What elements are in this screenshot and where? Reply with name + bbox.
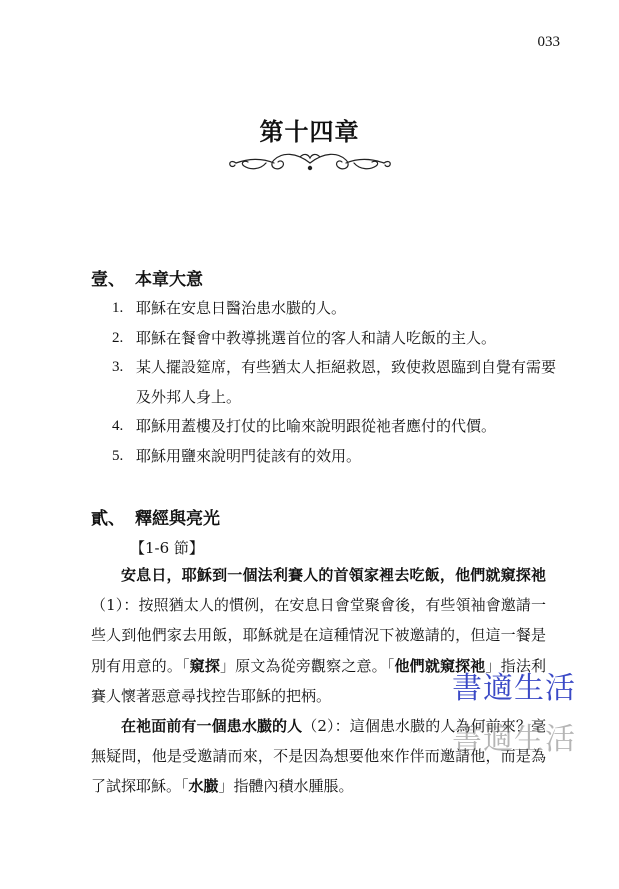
verse-reference: 【1-6 節】 (130, 539, 204, 557)
list-item-text: 某人擺設筵席，有些猶太人拒絕救恩，致使救恩臨到自覺有需要及外邦人身上。 (136, 358, 557, 406)
list-item (112, 442, 562, 472)
watermark-primary: 書適生活 (452, 671, 576, 706)
key-term: 水臌 (188, 777, 219, 796)
list-item-text: 耶穌用鹽來說明門徒該有的效用。 (136, 446, 362, 465)
list-item (112, 294, 562, 324)
section-number: 貳、 (91, 509, 125, 529)
list-item-number: 1. (112, 300, 124, 316)
list-item-number: 5. (112, 447, 124, 464)
commentary-text: 」指體內積水腫脹。 (218, 777, 354, 796)
section-title: 釋經與亮光 (135, 509, 220, 529)
page-number: 033 (537, 34, 560, 50)
section-heading-exposition (91, 504, 220, 529)
scripture-quote: 安息日，耶穌到一個法利賽人的首領家裡去吃飯，他們就窺探祂 (121, 566, 546, 584)
scripture-quote: 在祂面前有一個患水臌的人 (121, 717, 303, 736)
list-item-text: 耶穌在安息日醫治患水臌的人。 (136, 299, 347, 317)
commentary-text: 」原文為從旁觀察之意。「 (220, 656, 395, 675)
commentary-text: （1）：按照猶太人的慣例，在安息日會堂聚會後，有些領袖會邀請一些人到他們家去用飯，耶穌就是在這種情況下被邀請的，但這一餐是別有用意的。「 (91, 596, 546, 675)
commentary-text: （2）：這個患水臌的人為何前來？毫無疑問，他是受邀請而來，不是因為想要他來作伴而邀請他，而是為了試探耶穌。「 (91, 717, 546, 796)
list-item-number: 2. (112, 329, 124, 346)
section-number: 壹、 (91, 270, 125, 290)
key-term: 窺探 (189, 656, 220, 675)
ornament-divider (226, 148, 394, 178)
list-item-text: 耶穌在餐會中教導挑選首位的客人和請人吃飯的主人。 (136, 328, 497, 347)
list-item (112, 324, 562, 354)
list-item-text: 耶穌用蓋樓及打仗的比喻來說明跟從祂者應付的代價。 (136, 417, 497, 435)
list-item (112, 412, 562, 442)
summary-list (112, 294, 562, 471)
commentary-text: 」指法利賽人懷著惡意尋找控告耶穌的把柄。 (91, 656, 546, 705)
watermark-secondary: 書適生活 (452, 722, 576, 757)
list-item-number: 4. (112, 418, 124, 434)
list-item (112, 353, 562, 412)
section-heading-summary (91, 265, 203, 290)
section-title: 本章大意 (135, 270, 203, 290)
key-term: 他們就窺探祂 (394, 656, 486, 675)
chapter-title: 第十四章 (259, 117, 360, 146)
list-item-number: 3. (112, 359, 124, 375)
